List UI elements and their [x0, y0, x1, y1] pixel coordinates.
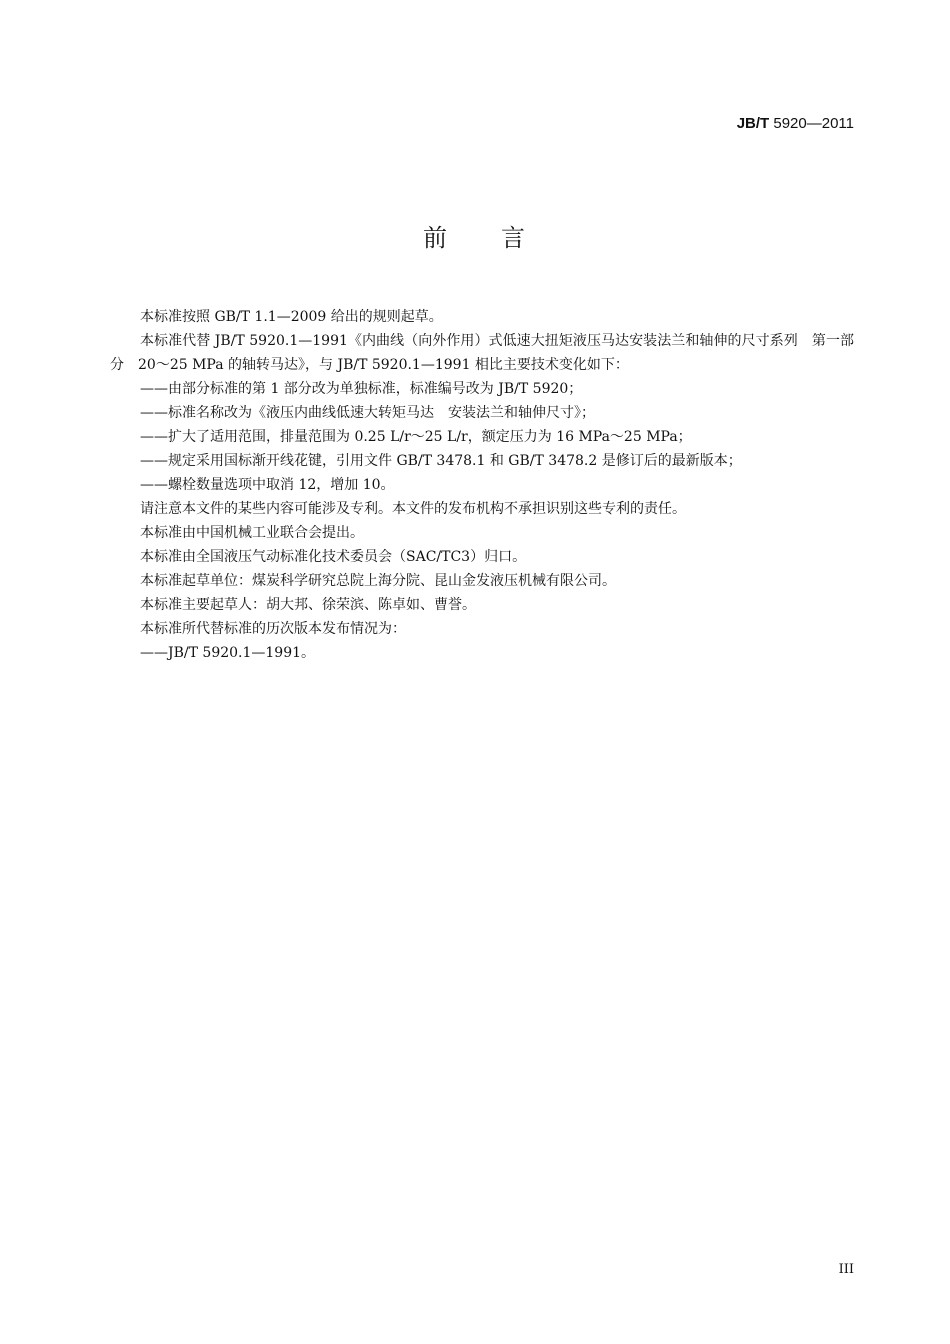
change-item-bolt-count: ——螺栓数量选项中取消 12，增加 10。 — [140, 477, 395, 493]
paragraph-drafters: 本标准主要起草人：胡大邦、徐荣滨、陈卓如、曹誉。 — [140, 597, 476, 613]
document-code-number: 5920—2011 — [773, 115, 854, 132]
page-title: 前 言 — [423, 224, 527, 252]
paragraph-administered-by: 本标准由全国液压气动标准化技术委员会（SAC/TC3）归口。 — [140, 549, 527, 565]
change-item-standard-name: ——标准名称改为《液压内曲线低速大转矩马达 安装法兰和轴伸尺寸》； — [140, 405, 595, 421]
change-item-scope: ——扩大了适用范围，排量范围为 0.25 L/r～25 L/r，额定压力为 16 MPa～25 MPa； — [140, 429, 692, 445]
foreword-body — [110, 305, 854, 665]
paragraph-drafting-units: 本标准起草单位：煤炭科学研究总院上海分院、昆山金发液压机械有限公司。 — [140, 573, 616, 589]
document-code-prefix: JB/T — [736, 115, 770, 132]
page-number: III — [838, 1262, 854, 1277]
document-code — [737, 115, 854, 132]
change-item-standard-number: ——由部分标准的第 1 部分改为单独标准，标准编号改为 JB/T 5920； — [140, 381, 583, 397]
previous-edition-item: ——JB/T 5920.1—1991。 — [140, 645, 316, 661]
paragraph-drafting-rules: 本标准按照 GB/T 1.1—2009 给出的规则起草。 — [140, 309, 443, 325]
paragraph-replacement: 本标准代替 JB/T 5920.1—1991《内曲线（向外作用）式低速大扭矩液压马达安装法兰和轴伸的尺寸系列 第一部分 20～25 MPa 的轴转马达》，与 JB/T 5920.1—1991 相比主要技术变化如下： — [110, 333, 854, 373]
change-item-spline: ——规定采用国标渐开线花键，引用文件 GB/T 3478.1 和 GB/T 3478.2 是修订后的最新版本； — [140, 453, 742, 469]
paragraph-proposed-by: 本标准由中国机械工业联合会提出。 — [140, 525, 364, 541]
paragraph-patent-notice: 请注意本文件的某些内容可能涉及专利。本文件的发布机构不承担识别这些专利的责任。 — [140, 501, 686, 517]
paragraph-previous-editions: 本标准所代替标准的历次版本发布情况为： — [140, 621, 406, 637]
